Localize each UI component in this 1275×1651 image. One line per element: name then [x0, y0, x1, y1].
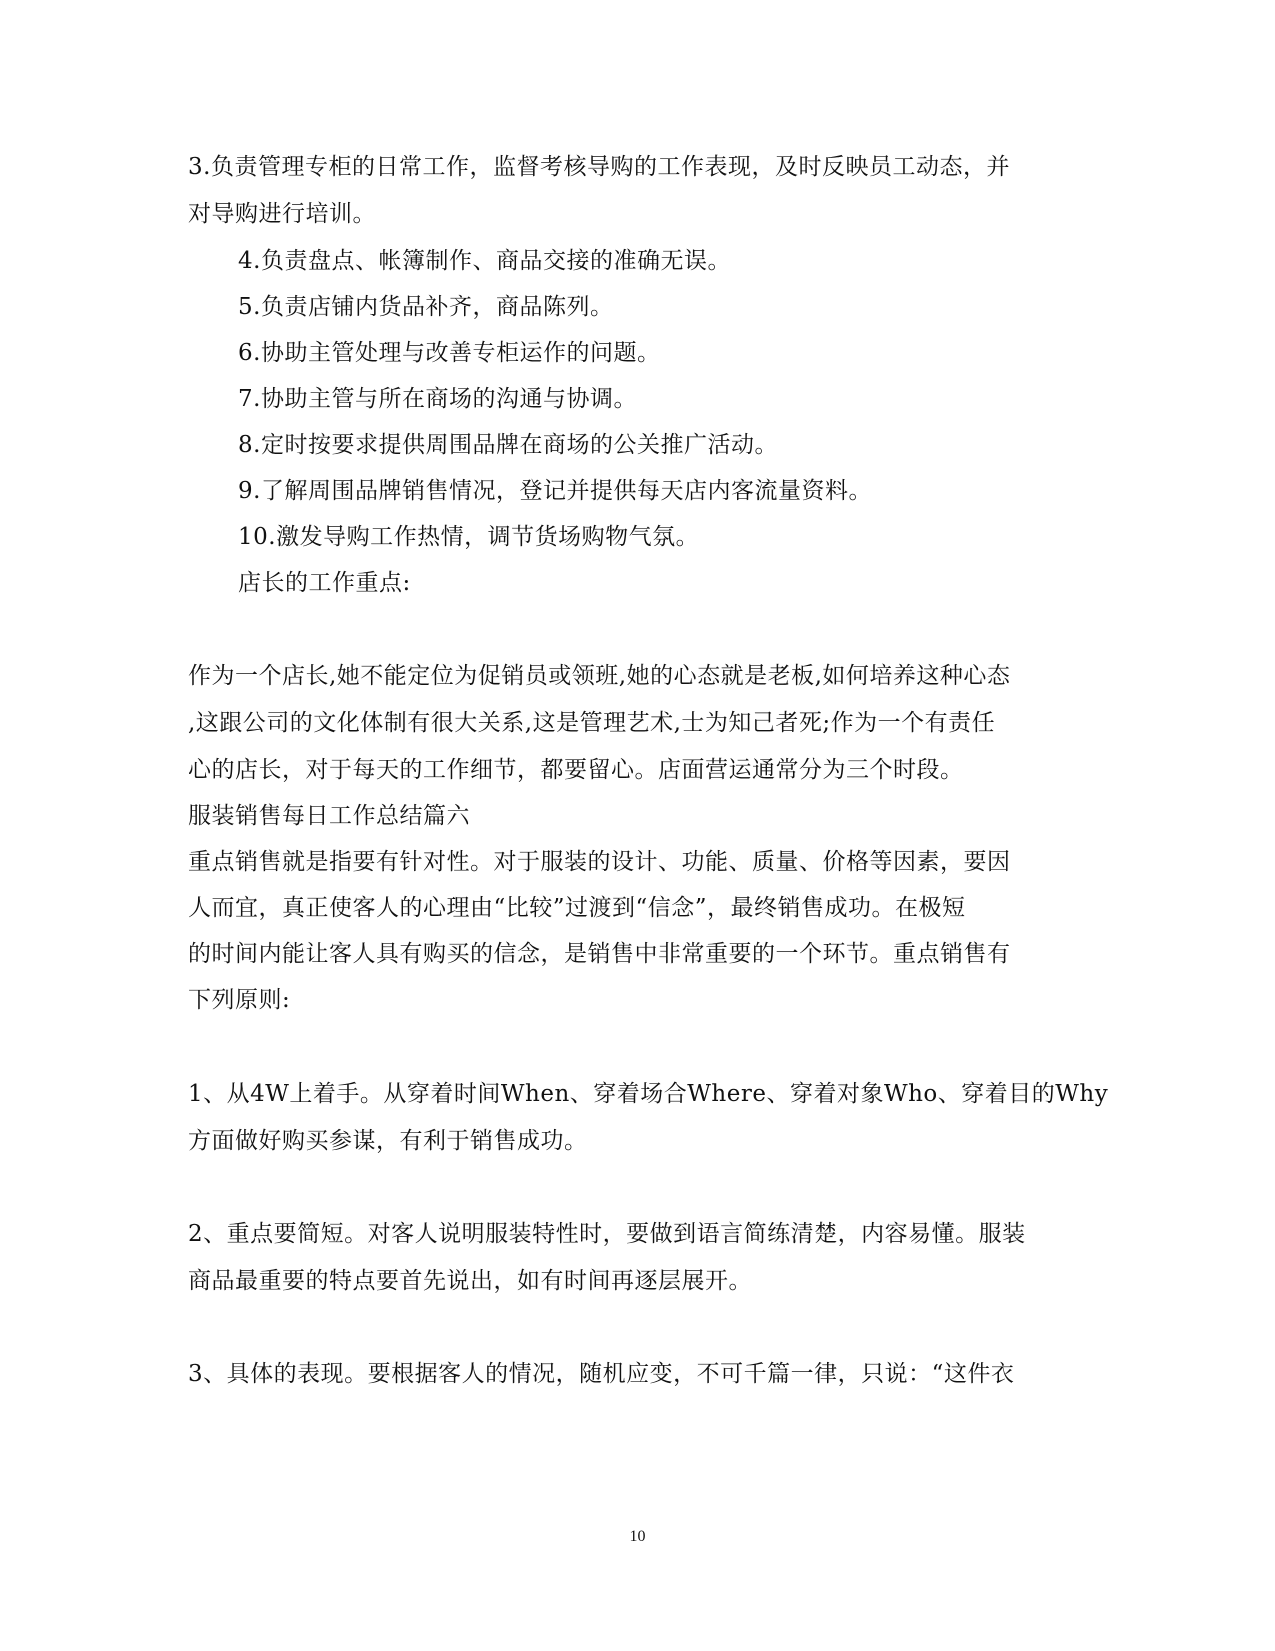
list-item: 10.激发导购工作热情，调节货场购物气氛。	[238, 524, 700, 550]
text-line: 人而宜，真正使客人的心理由“比较”过渡到“信念”，最终销售成功。在极短	[188, 895, 966, 921]
text-line: 心的店长，对于每天的工作细节，都要留心。店面营运通常分为三个时段。	[188, 757, 964, 783]
text-line: 2、重点要简短。对客人说明服装特性时，要做到语言简练清楚，内容易懂。服装	[188, 1221, 1026, 1247]
section-heading: 店长的工作重点:	[238, 570, 411, 596]
list-item: 4.负责盘点、帐簿制作、商品交接的准确无误。	[238, 248, 731, 274]
article-title: 服装销售每日工作总结篇六	[188, 803, 470, 829]
text-line: 3.负责管理专柜的日常工作，监督考核导购的工作表现，及时反映员工动态，并	[188, 154, 1010, 180]
text-line: ,这跟公司的文化体制有很大关系,这是管理艺术,士为知己者死;作为一个有责任	[188, 710, 996, 736]
list-item: 5.负责店铺内货品补齐，商品陈列。	[238, 294, 614, 320]
list-item: 7.协助主管与所在商场的沟通与协调。	[238, 386, 637, 412]
text-line: 重点销售就是指要有针对性。对于服装的设计、功能、质量、价格等因素，要因	[188, 849, 1011, 875]
list-item: 9.了解周围品牌销售情况，登记并提供每天店内客流量资料。	[238, 478, 872, 504]
text-line: 方面做好购买参谋，有利于销售成功。	[188, 1128, 588, 1154]
text-line: 的时间内能让客人具有购买的信念，是销售中非常重要的一个环节。重点销售有	[188, 941, 1011, 967]
list-item: 6.协助主管处理与改善专柜运作的问题。	[238, 340, 661, 366]
text-line: 下列原则:	[188, 987, 291, 1013]
text-line: 商品最重要的特点要首先说出，如有时间再逐层展开。	[188, 1268, 752, 1294]
text-line: 对导购进行培训。	[188, 201, 376, 227]
text-line: 3、具体的表现。要根据客人的情况，随机应变，不可千篇一律，只说：“这件衣	[188, 1361, 1015, 1387]
text-line: 1、从4W上着手。从穿着时间When、穿着场合Where、穿着对象Who、穿着目的Why	[188, 1081, 1109, 1107]
text-line: 作为一个店长,她不能定位为促销员或领班,她的心态就是老板,如何培养这种心态	[188, 663, 1011, 689]
page-number: 10	[629, 1528, 646, 1545]
list-item: 8.定时按要求提供周围品牌在商场的公关推广活动。	[238, 432, 778, 458]
